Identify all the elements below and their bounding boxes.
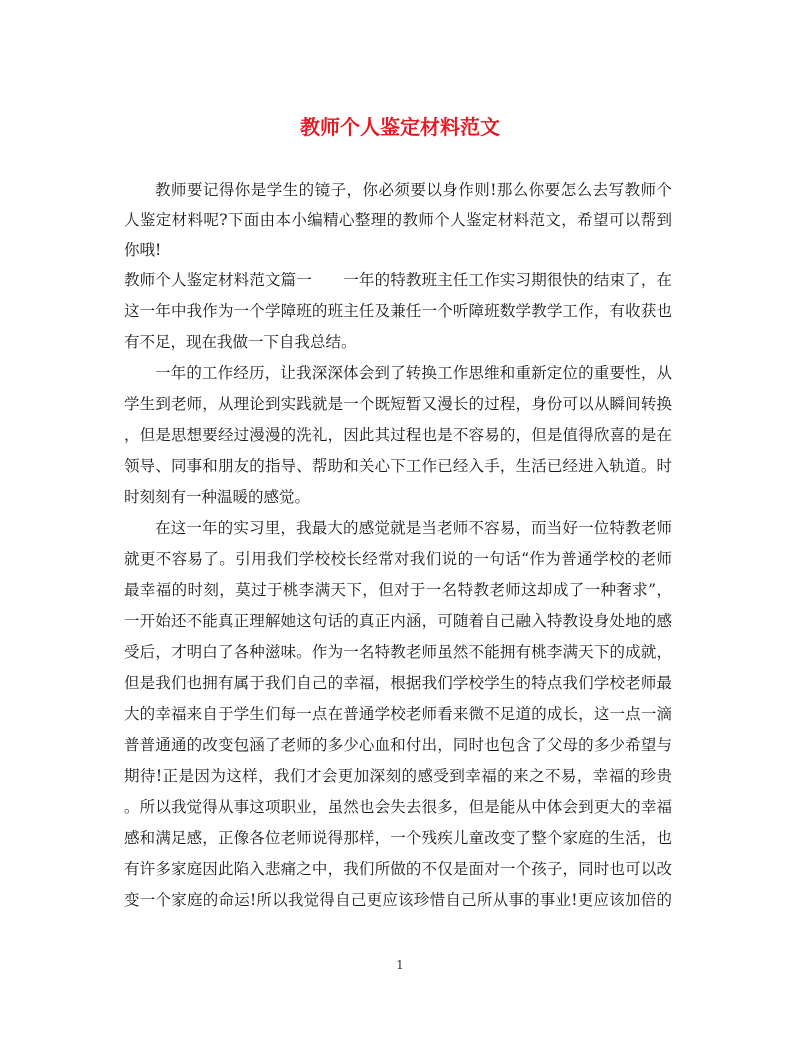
body-line: 最幸福的时刻，莫过于桃李满天下，但对于一名特教老师这却成了一种奢求”， bbox=[124, 581, 672, 599]
body-line: 期待!正是因为这样，我们才会更加深刻的感受到幸福的来之不易，幸福的珍贵 bbox=[124, 767, 672, 785]
body-line: 学生到老师，从理论到实践就是一个既短暂又漫长的过程，身份可以从瞬间转换 bbox=[124, 395, 672, 413]
body-line: 领导、同事和朋友的指导、帮助和关心下工作已经入手，生活已经进入轨道。时 bbox=[124, 457, 672, 475]
body-line: 时刻刻有一种温暖的感觉。 bbox=[124, 488, 311, 506]
body-line: 教师要记得你是学生的镜子，你必须要以身作则!那么你要怎么去写教师个 bbox=[155, 181, 672, 199]
body-line: 变一个家庭的命运!所以我觉得自己更应该珍惜自己所从事的事业!更应该加倍的 bbox=[124, 891, 672, 909]
body-line: 。所以我觉得从事这项职业，虽然也会失去很多，但是能从中体会到更大的幸福 bbox=[124, 798, 672, 816]
body-line: 大的幸福来自于学生们每一点在普通学校老师看来微不足道的成长，这一点一滴 bbox=[124, 705, 672, 723]
document-title: 教师个人鉴定材料范文 bbox=[300, 115, 500, 139]
page-number: 1 bbox=[396, 958, 404, 972]
body-line: 但是我们也拥有属于我们自己的幸福，根据我们学校学生的特点我们学校老师最 bbox=[124, 674, 672, 692]
body-line: 一年的工作经历，让我深深体会到了转换工作思维和重新定位的重要性，从 bbox=[155, 364, 672, 382]
body-line: 普普通通的改变包涵了老师的多少心血和付出，同时也包含了父母的多少希望与 bbox=[124, 736, 672, 754]
body-line: 这一年中我作为一个学障班的班主任及兼任一个听障班数学教学工作，有收获也 bbox=[124, 302, 672, 320]
body-line: 感和满足感，正像各位老师说得那样，一个残疾儿童改变了整个家庭的生活，也 bbox=[124, 829, 672, 847]
body-line: 一开始还不能真正理解她这句话的真正内涵，可随着自己融入特教设身处地的感 bbox=[124, 612, 672, 630]
body-line: 就更不容易了。引用我们学校校长经常对我们说的一句话“作为普通学校的老师 bbox=[124, 550, 672, 568]
body-line: 有许多家庭因此陷入悲痛之中，我们所做的不仅是面对一个孩子，同时也可以改 bbox=[124, 860, 672, 878]
body-line: 在这一年的实习里，我最大的感觉就是当老师不容易，而当好一位特教老师 bbox=[155, 519, 672, 537]
body-line: 教师个人鉴定材料范文篇一 一年的特教班主任工作实习期很快的结束了，在 bbox=[124, 271, 672, 289]
body-line: ，但是思想要经过漫漫的洗礼，因此其过程也是不容易的，但是值得欣喜的是在 bbox=[124, 426, 672, 444]
body-line: 你哦! bbox=[124, 241, 162, 259]
body-line: 人鉴定材料呢?下面由本小编精心整理的教师个人鉴定材料范文，希望可以帮到 bbox=[124, 211, 672, 229]
body-line: 受后，才明白了各种滋味。作为一名特教老师虽然不能拥有桃李满天下的成就， bbox=[124, 643, 672, 661]
body-line: 有不足，现在我做一下自我总结。 bbox=[124, 333, 357, 351]
